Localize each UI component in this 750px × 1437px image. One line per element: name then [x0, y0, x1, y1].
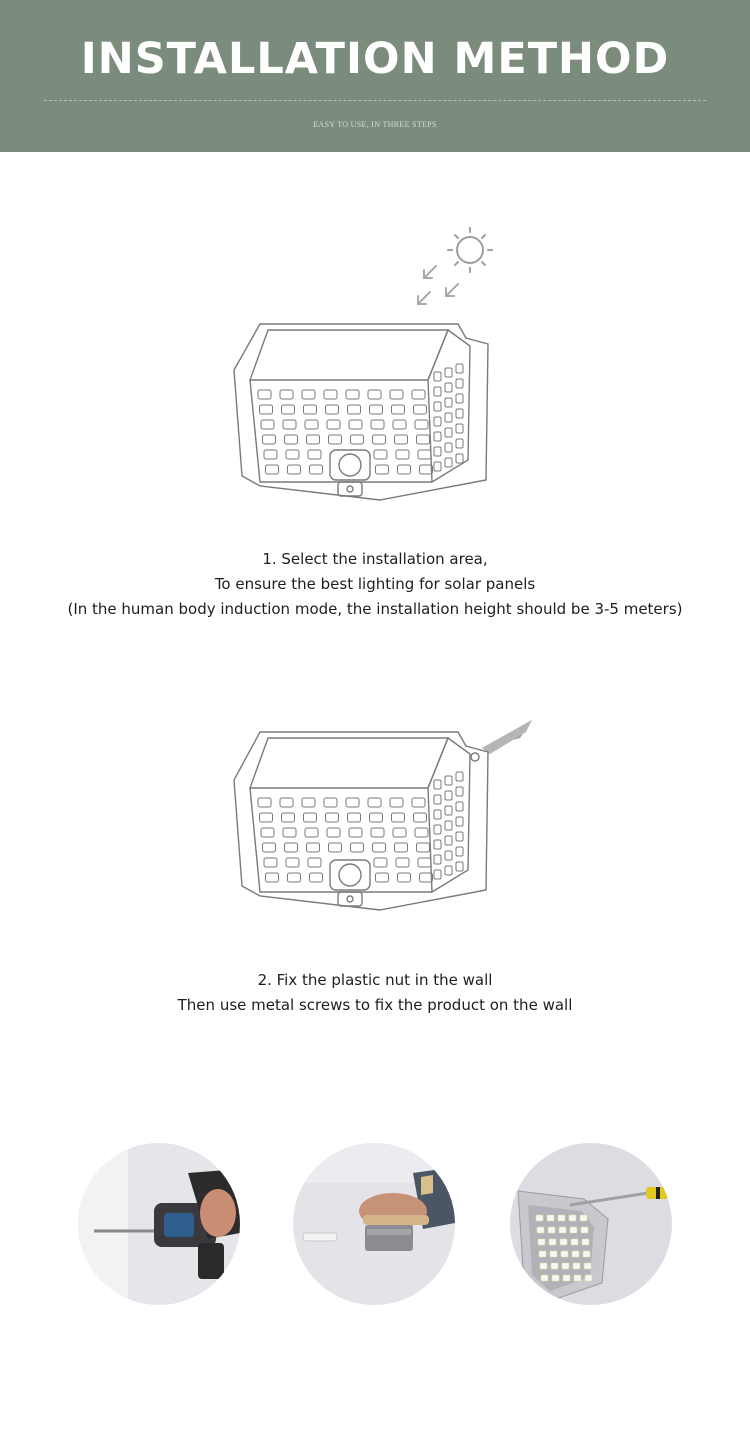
led-cell	[392, 405, 405, 414]
led-cell	[304, 813, 317, 822]
header-banner	[0, 0, 750, 152]
led-dot	[582, 1239, 589, 1245]
led-cell-side	[434, 462, 441, 471]
led-cell	[396, 450, 409, 459]
led-cell	[418, 450, 431, 459]
led-cell-side	[434, 810, 441, 819]
led-cell	[415, 420, 428, 429]
led-cell	[390, 798, 403, 807]
led-cell-side	[456, 394, 463, 403]
led-cell	[280, 798, 293, 807]
led-cell	[374, 858, 387, 867]
led-cell-side	[456, 817, 463, 826]
led-cell-side	[434, 825, 441, 834]
led-dot	[538, 1239, 545, 1245]
led-dot	[570, 1227, 577, 1233]
led-cell	[282, 405, 295, 414]
screw-highlight-icon	[482, 720, 532, 754]
led-cell-side	[434, 417, 441, 426]
led-cell	[368, 798, 381, 807]
led-cell	[305, 420, 318, 429]
led-cell-side	[456, 424, 463, 433]
led-cell	[376, 465, 389, 474]
led-cell	[329, 435, 342, 444]
header-divider	[44, 100, 706, 101]
led-cell	[261, 420, 274, 429]
led-cell	[285, 843, 298, 852]
led-cell-side	[445, 851, 452, 860]
led-cell-side	[456, 862, 463, 871]
led-dot	[561, 1251, 568, 1257]
led-cell-side	[456, 832, 463, 841]
led-cell	[351, 435, 364, 444]
screwdriver-photo	[510, 1143, 672, 1305]
led-dot	[580, 1215, 587, 1221]
led-dot	[584, 1263, 591, 1269]
led-cell	[308, 450, 321, 459]
led-cell-side	[445, 791, 452, 800]
led-cell	[286, 858, 299, 867]
sun-icon	[448, 228, 492, 272]
led-cell	[395, 435, 408, 444]
step1-caption	[0, 547, 750, 622]
led-cell-side	[456, 439, 463, 448]
led-dot	[585, 1275, 592, 1281]
led-dot	[558, 1215, 565, 1221]
led-cell	[395, 843, 408, 852]
led-cell	[326, 813, 339, 822]
led-cell	[288, 465, 301, 474]
led-cell	[329, 843, 342, 852]
led-cell	[370, 813, 383, 822]
led-cell-side	[445, 776, 452, 785]
led-cell	[412, 390, 425, 399]
led-dot	[547, 1215, 554, 1221]
led-cell	[327, 420, 340, 429]
page-title: INSTALLATION METHOD	[80, 34, 670, 84]
led-dot	[573, 1263, 580, 1269]
led-cell-side	[434, 372, 441, 381]
led-cell-side	[434, 387, 441, 396]
led-cell	[371, 420, 384, 429]
led-dot	[562, 1263, 569, 1269]
led-cell-side	[456, 364, 463, 373]
led-dot	[536, 1215, 543, 1221]
led-cell-side	[434, 870, 441, 879]
led-dot	[541, 1275, 548, 1281]
led-dot	[549, 1239, 556, 1245]
led-cell	[302, 798, 315, 807]
led-dot	[560, 1239, 567, 1245]
led-cell	[305, 828, 318, 837]
led-cell	[348, 813, 361, 822]
led-cell	[302, 390, 315, 399]
led-dot	[559, 1227, 566, 1233]
step1-line-1: 1. Select the installation area,	[262, 550, 488, 568]
led-cell-side	[434, 432, 441, 441]
led-cell	[304, 405, 317, 414]
led-cell	[263, 843, 276, 852]
led-dot	[539, 1251, 546, 1257]
led-dot	[583, 1251, 590, 1257]
led-cell	[376, 873, 389, 882]
led-cell	[349, 420, 362, 429]
step1-line-3: (In the human body induction mode, the installation height should be 3-5 meters)	[67, 600, 683, 618]
led-cell-side	[445, 866, 452, 875]
drilling-photo	[78, 1143, 240, 1305]
led-cell	[266, 465, 279, 474]
led-cell	[326, 405, 339, 414]
led-cell	[368, 390, 381, 399]
led-cell	[285, 435, 298, 444]
led-cell	[346, 390, 359, 399]
led-cell	[374, 450, 387, 459]
led-cell	[396, 858, 409, 867]
led-cell-side	[445, 458, 452, 467]
led-cell	[412, 798, 425, 807]
led-cell	[258, 390, 271, 399]
led-cell	[398, 465, 411, 474]
step1-line-2: To ensure the best lighting for solar panels	[214, 575, 536, 593]
step2-line-2: Then use metal screws to fix the product on the wall	[177, 996, 573, 1014]
led-cell	[280, 390, 293, 399]
led-cell-side	[456, 379, 463, 388]
led-dot	[572, 1251, 579, 1257]
led-cell	[420, 465, 433, 474]
led-cell-side	[456, 787, 463, 796]
led-dot	[551, 1263, 558, 1269]
led-cell	[348, 405, 361, 414]
led-cell	[414, 813, 427, 822]
led-cell	[417, 435, 430, 444]
led-cell	[390, 390, 403, 399]
led-cell-side	[445, 443, 452, 452]
led-cell	[393, 420, 406, 429]
led-cell	[310, 465, 323, 474]
led-cell-side	[445, 806, 452, 815]
led-cell	[373, 843, 386, 852]
led-cell-side	[445, 836, 452, 845]
step2-line-1: 2. Fix the plastic nut in the wall	[257, 971, 493, 989]
led-cell	[420, 873, 433, 882]
led-cell-side	[434, 795, 441, 804]
led-cell	[351, 843, 364, 852]
led-dot	[550, 1251, 557, 1257]
led-cell	[307, 843, 320, 852]
led-cell	[349, 828, 362, 837]
led-dot	[581, 1227, 588, 1233]
led-cell-side	[456, 409, 463, 418]
led-cell	[264, 858, 277, 867]
led-cell-side	[434, 855, 441, 864]
sunlight-arrows-icon	[418, 266, 458, 304]
led-cell	[288, 873, 301, 882]
led-cell-side	[445, 368, 452, 377]
led-cell-side	[445, 383, 452, 392]
led-dot	[563, 1275, 570, 1281]
page-subtitle: EASY TO USE, IN THREE STEPS	[313, 120, 437, 129]
led-cell-side	[456, 802, 463, 811]
led-cell	[392, 813, 405, 822]
led-dot	[552, 1275, 559, 1281]
led-cell	[286, 450, 299, 459]
led-cell	[346, 798, 359, 807]
led-cell	[418, 858, 431, 867]
led-cell	[371, 828, 384, 837]
led-cell	[324, 798, 337, 807]
step2-caption	[0, 968, 750, 1018]
led-cell	[417, 843, 430, 852]
step1-illustration	[220, 220, 520, 510]
led-cell	[282, 813, 295, 822]
led-dot	[548, 1227, 555, 1233]
led-cell-side	[445, 398, 452, 407]
led-cell-side	[456, 772, 463, 781]
led-cell	[324, 390, 337, 399]
led-cell	[393, 828, 406, 837]
led-dot	[540, 1263, 547, 1269]
led-cell	[310, 873, 323, 882]
led-cell	[370, 405, 383, 414]
led-cell	[261, 828, 274, 837]
led-cell-side	[456, 847, 463, 856]
led-cell-side	[434, 402, 441, 411]
led-cell-side	[434, 780, 441, 789]
led-cell	[283, 420, 296, 429]
step2-illustration	[220, 710, 540, 920]
led-cell	[415, 828, 428, 837]
led-dot	[569, 1215, 576, 1221]
led-cell	[327, 828, 340, 837]
led-dot	[571, 1239, 578, 1245]
led-cell	[373, 435, 386, 444]
led-cell	[263, 435, 276, 444]
led-cell	[414, 405, 427, 414]
led-dot	[537, 1227, 544, 1233]
led-cell	[260, 813, 273, 822]
led-cell-side	[445, 428, 452, 437]
led-cell	[308, 858, 321, 867]
led-cell-side	[434, 840, 441, 849]
led-cell	[307, 435, 320, 444]
led-cell-side	[445, 413, 452, 422]
led-dot	[574, 1275, 581, 1281]
led-cell	[260, 405, 273, 414]
led-cell	[258, 798, 271, 807]
led-cell	[398, 873, 411, 882]
led-cell-side	[456, 454, 463, 463]
led-cell-side	[445, 821, 452, 830]
hammering-photo	[293, 1143, 455, 1305]
led-cell	[283, 828, 296, 837]
led-cell	[266, 873, 279, 882]
led-cell-side	[434, 447, 441, 456]
led-cell	[264, 450, 277, 459]
